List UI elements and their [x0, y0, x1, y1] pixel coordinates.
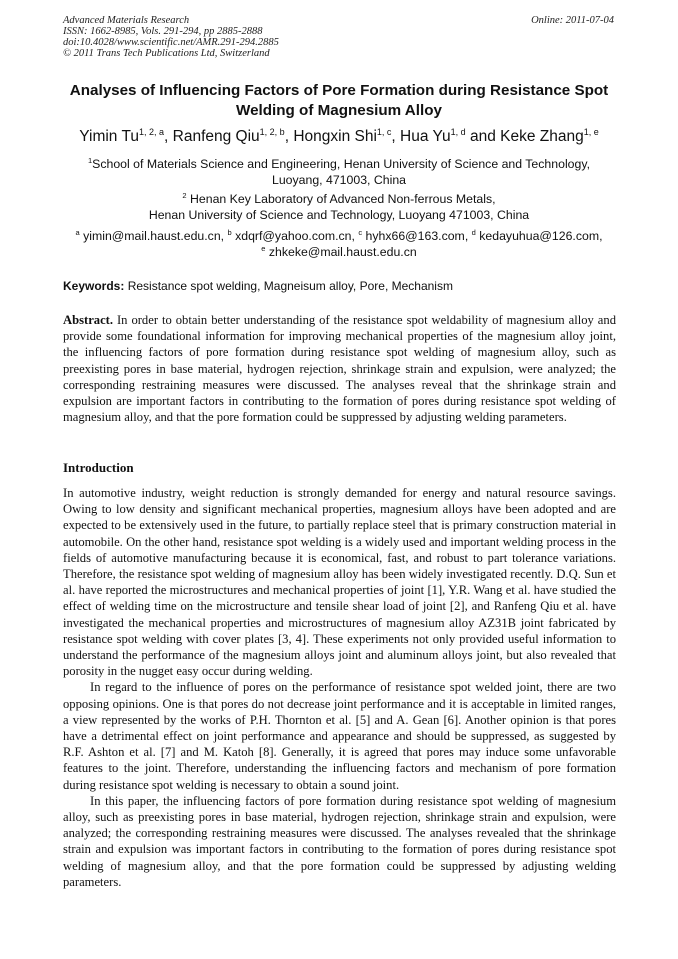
author-superscript: 1, d — [450, 126, 466, 137]
author-separator: , — [164, 128, 173, 145]
body-paragraph: In this paper, the influencing factors of pore formation during resistance spot welding of magnesium alloy, such as preexisting pores in base material, hydrogen rejection, shrinkage strain and expulsion, were analyzed; the corresponding restraining measures were discussed. The analyses revealed that the shrinkage strain and expulsion was important factors in contributing to the formation of pores during resistance spot welding of magnesium alloy, and that the pore formation could be suppressed by adjusting welding parameters. — [63, 793, 616, 889]
body-paragraph: In automotive industry, weight reduction is strongly demanded for energy and natural resource savings. Owing to low density and significant mechanical properties, magnesium alloys have been adopted and are expected to be extensively used in the future, to partially replace steel that is primary construction material in automobile. On the other hand, resistance spot welding is a widely used and important welding process in the fields of automotive manufacturing because it is economical, fast, and robust to part tolerance variations. Therefore, the resistance spot welding of magnesium alloy has been widely investigated recently. D.Q. Sun et al. have reported the microstructures and mechanical properties of joint [1], Y.R. Wang et al. have studied the effect of welding time on the microstructure and tensile shear load of joint [2], and Ranfeng Qiu et al. have investigated the mechanical properties and microstructures of magnesium alloy AZ31B joint fabricated by resistance spot welding with cover plates [3, 4]. These experiments not only provided useful information to understand the performance of the magnesium alloys joint and aluminum alloys joint, but also revealed that porosity in the nugget easy occur during welding. — [63, 486, 616, 679]
affiliation-superscript: 2 — [182, 190, 187, 200]
email-superscript: c — [358, 227, 363, 237]
author-separator: and — [465, 128, 501, 145]
affiliation-superscript: 1 — [87, 155, 93, 165]
introduction-section — [63, 485, 616, 890]
author-name: Keke Zhang — [500, 128, 584, 145]
email-superscript: e — [261, 243, 266, 253]
affiliation-line: Henan University of Science and Technology, Luoyang 471003, China — [148, 208, 530, 222]
affiliation-2 — [40, 191, 638, 223]
paper-title: Analyses of Influencing Factors of Pore Formation during Resistance Spot Welding of Magnesium Alloy — [69, 82, 609, 119]
keywords-line — [63, 279, 618, 294]
author-name: Ranfeng Qiu — [172, 128, 260, 145]
email-superscript: a — [75, 227, 80, 237]
email-list: $^a$ yimin@mail.haust.edu.cn, $^b$ xdqrf@yahoo.com.cn, $^c$ hyhx66@163.com, $^d$ kedayuhua@126.com, $^e$ zhkeke@mail.haust.edu.cn — [75, 227, 603, 259]
affiliation-1 — [40, 156, 638, 188]
author-separator: , — [391, 128, 401, 145]
section-heading-introduction: Introduction — [63, 460, 134, 475]
abstract-text: In order to obtain better understanding of the resistance spot weldability of magnesium alloy and provide some foundational information for improving mechanical properties of the magnesium alloy joint, the influencing factors of pore formation during resistance spot welding of magnesium alloy, such as preexisting pores in base material, hydrogen rejection, shrinkage strain and expulsion, were analyzed; the corresponding restraining measures were discussed. The analyses reveal that the shrinkage strain and expulsion are important factors in contributing to the formation of pores during resistance spot welding of magnesium alloy, and that the pore formation could be suppressed by adjusting welding parameters. — [63, 313, 616, 425]
email-address[interactable]: zhkeke@mail.haust.edu.cn — [268, 245, 417, 259]
journal-header — [63, 15, 443, 59]
affiliation-line: Henan Key Laboratory of Advanced Non-ferrous Metals, — [190, 192, 496, 206]
author-superscript: 1, 2, b — [259, 126, 285, 137]
online-date: Online: 2011-07-04 — [531, 15, 614, 26]
issn-line: ISSN: 1662-8985, Vols. 291-294, pp 2885-2888 — [63, 26, 263, 37]
body-paragraph: In regard to the influence of pores on the performance of resistance spot welded joint, there are two opposing opinions. One is that pores do not decrease joint performance and it is acceptable in limited ranges, a view represented by the works of P.H. Thornton et al. [5] and A. Gean [6]. Another opinion is that pores have a detrimental effect on joint performance and appearance and should be suppressed, as suggested by R.F. Ashton et al. [7] and M. Katoh [8]. Generally, it is agreed that pores may induce some unfavorable features to the joint. Therefore, understanding the influencing factors and mechanism of pore formation during resistance spot welding is necessary to obtain a sound joint. — [63, 680, 616, 792]
email-address[interactable]: kedayuhua@126.com — [479, 229, 600, 243]
keywords-label: Keywords: — [63, 279, 125, 293]
email-address[interactable]: hyhx66@163.com — [365, 229, 465, 243]
email-superscript: b — [227, 227, 232, 237]
email-address[interactable]: yimin@mail.haust.edu.cn — [83, 229, 221, 243]
abstract-label: Abstract. — [63, 313, 114, 327]
author-name: Hua Yu — [400, 128, 451, 145]
author-superscript: 1, 2, a — [138, 126, 165, 137]
affiliation-line: School of Materials Science and Engineering, Henan University of Science and Technology, — [92, 157, 591, 171]
email-address[interactable]: xdqrf@yahoo.com.cn — [235, 229, 352, 243]
author-superscript: 1, e — [583, 126, 599, 137]
abstract-paragraph — [63, 312, 616, 425]
affiliation-line: Luoyang, 471003, China — [271, 173, 406, 187]
author-superscript: 1, c — [376, 126, 392, 137]
keywords-text: Resistance spot welding, Magneisum alloy, Pore, Mechanism — [127, 279, 453, 293]
author-name: Yimin Tu — [79, 128, 139, 145]
doi-line: doi:10.4028/www.scientific.net/AMR.291-294.2885 — [63, 37, 279, 48]
email-superscript: d — [471, 227, 476, 237]
author-list — [40, 127, 638, 147]
author-name: Hongxin Shi — [293, 128, 377, 145]
journal-name: Advanced Materials Research — [63, 15, 190, 26]
copyright-line: © 2011 Trans Tech Publications Ltd, Switzerland — [63, 48, 270, 59]
author-separator: , — [284, 128, 294, 145]
